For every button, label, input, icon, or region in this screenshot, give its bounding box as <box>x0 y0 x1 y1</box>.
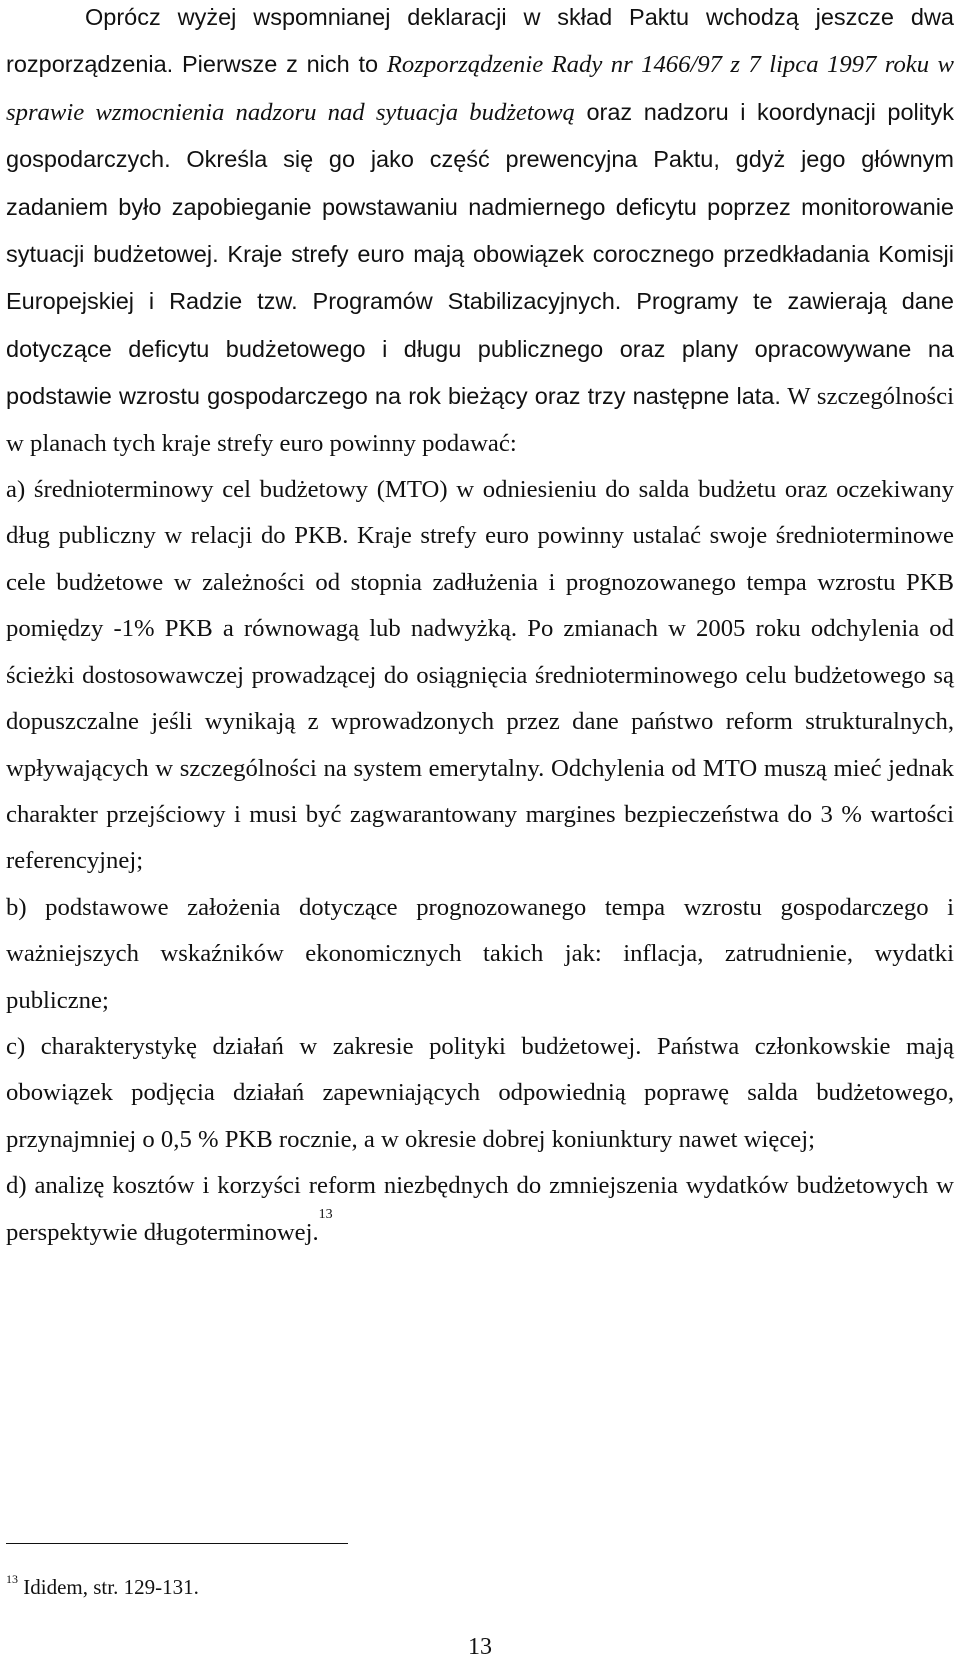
list-item-d-text: d) analizę kosztów i korzyści reform niezbędnych do zmniejszenia wydatków budżetowych w perspektywie długoterminowej. <box>6 1172 954 1246</box>
page-number: 13 <box>468 1634 492 1660</box>
list-item-a: a) średnioterminowy cel budżetowy (MTO) w odniesieniu do salda budżetu oraz oczekiwany dług publiczny w relacji do PKB. Kraje strefy euro powinny ustalać swoje średnioterminowe cele budżetowe w zależności od stopnia zadłużenia i prognozowanego tempa wzrostu PKB pomiędzy -1% PKB a równowagą lub nadwyżką. Po zmianach w 2005 roku odchylenia od ścieżki dostosowawczej prowadzącej do osiągnięcia średnioterminowego celu budżetowego są dopuszczalne jeśli wynikają z wprowadzonych przez dane państwo reform strukturalnych, wpływających w szczególności na system emerytalny. Odchylenia od MTO muszą mieć jednak charakter przejściowy i musi być zagwarantowany margines bezpieczeństwa do 3 % wartości referencyjnej; <box>6 476 954 875</box>
intro-run-4: Kraje strefy euro mają obowiązek corocznego przedkładania Komisji Europejskiej i Radzie tzw. Programów Stabilizacyjnych. Programy te zawierają dane dotyczące deficytu budżetowego i długu publicznego oraz plany opracowywane na podstawie wzrostu gospodarczego na rok bieżący oraz trzy następne lata. <box>6 241 954 410</box>
footnote-reference[interactable]: 13 <box>318 1206 333 1222</box>
list-item-d <box>6 1163 954 1256</box>
footnote <box>6 1574 199 1600</box>
intro-run-3: oraz nadzoru i koordynacji polityk gospodarczych. Określa się go jako część prewencyjna Paktu, gdyż jego głównym zadaniem było zapobieganie powstawaniu nadmiernego deficytu poprzez monitorowanie sytuacji budżetowej. <box>6 98 954 268</box>
regulation-title: Rozporządzenie Rady nr 1466/97 z 7 lipca 1997 roku w sprawie wzmocnienia nadzoru nad sytuacja budżetową <box>6 51 954 126</box>
paragraph-intro <box>6 0 954 467</box>
footnote-number: 13 <box>6 1572 18 1586</box>
footnote-text: Ididem, str. 129-131. <box>23 1575 199 1599</box>
body-text <box>6 0 954 1256</box>
intro-run-5: W szczególności w planach tych kraje strefy euro powinny podawać: <box>6 383 954 457</box>
list-item-b: b) podstawowe założenia dotyczące prognozowanego tempa wzrostu gospodarczego i ważniejszych wskaźników ekonomicznych takich jak: inflacja, zatrudnienie, wydatki publiczne; <box>6 893 954 1014</box>
intro-run-1: Oprócz wyżej wspomnianej deklaracji w skład Paktu wchodzą jeszcze dwa rozporządzenia. Pierwsze z nich to <box>6 4 954 78</box>
footnote-separator <box>6 1543 348 1544</box>
list-item-c: c) charakterystykę działań w zakresie polityki budżetowej. Państwa członkowskie mają obowiązek podjęcia działań zapewniających odpowiednią poprawę salda budżetowego, przynajmniej o 0,5 % PKB rocznie, a w okresie dobrej koniunktury nawet więcej; <box>6 1032 954 1153</box>
